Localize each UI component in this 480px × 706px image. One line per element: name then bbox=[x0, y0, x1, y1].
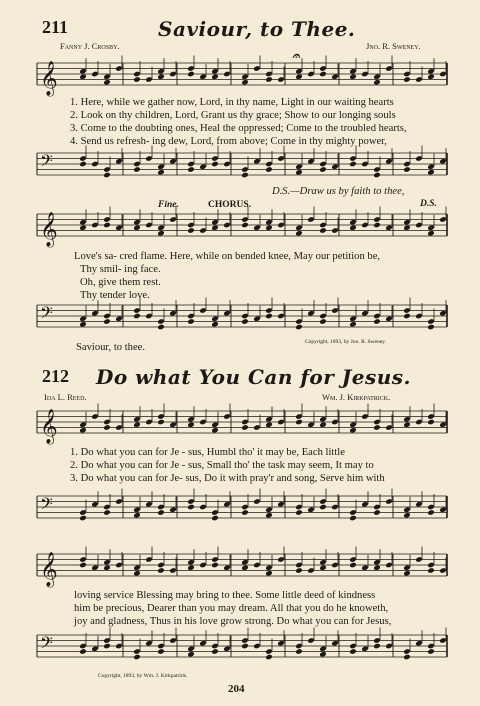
note-head bbox=[427, 648, 435, 655]
note-head bbox=[373, 79, 381, 86]
ds-label: D.S. bbox=[420, 199, 437, 209]
treble-clef-icon: 𝄞 bbox=[40, 552, 58, 587]
note-head bbox=[133, 313, 141, 320]
note-head bbox=[241, 318, 249, 325]
note-head bbox=[295, 73, 303, 80]
note-head bbox=[319, 651, 327, 658]
hymn-212-title: Do what You Can for Jesus. bbox=[96, 365, 411, 389]
note-head bbox=[373, 424, 381, 431]
note-head bbox=[103, 318, 111, 325]
note-head bbox=[295, 567, 303, 574]
note-head bbox=[427, 567, 435, 574]
note-head bbox=[403, 570, 411, 577]
bass-staff-212-1 bbox=[37, 494, 447, 524]
hymn-212-number: 212 bbox=[42, 366, 69, 386]
note-head bbox=[187, 564, 195, 571]
note-head bbox=[265, 654, 273, 661]
note-head bbox=[103, 172, 111, 179]
note-head bbox=[427, 73, 435, 80]
note-head bbox=[133, 76, 141, 83]
treble-staff-212-2 bbox=[37, 552, 447, 587]
note-head bbox=[403, 166, 411, 173]
note-head bbox=[79, 562, 87, 569]
note-head bbox=[403, 224, 411, 231]
note-head bbox=[157, 509, 165, 516]
note-head bbox=[265, 76, 273, 83]
note-head bbox=[211, 648, 219, 655]
note-head bbox=[157, 648, 165, 655]
note-head bbox=[349, 224, 357, 231]
page-number: 204 bbox=[228, 683, 245, 695]
note-head bbox=[241, 222, 249, 229]
note-head bbox=[403, 654, 411, 661]
hymn-211-copyright: Copyright, 1893, by Jno. R. Sweney. bbox=[305, 339, 386, 345]
note-head bbox=[103, 424, 111, 431]
note-head bbox=[295, 648, 303, 655]
note-head bbox=[319, 227, 327, 234]
hymn-211-verse-1: 1. Here, while we gather now, Lord, in thy name, Light in our waiting hearts bbox=[70, 97, 394, 108]
note-head bbox=[373, 318, 381, 325]
hymn-211-chorus-line-1: Love's sa- cred flame. Here, while on bended knee, May our petition be, bbox=[74, 251, 381, 262]
note-head bbox=[103, 509, 111, 516]
note-head bbox=[157, 169, 165, 176]
note-head bbox=[133, 512, 141, 519]
note-head bbox=[403, 313, 411, 320]
note-head bbox=[133, 570, 141, 577]
note-head bbox=[241, 564, 249, 571]
treble-staff-211-2 bbox=[37, 212, 447, 247]
note-head bbox=[403, 76, 411, 83]
note-head bbox=[187, 227, 195, 234]
note-head bbox=[157, 73, 165, 80]
note-head bbox=[211, 562, 219, 569]
hymn-211-verse-3: 3. Come to the doubting ones, Heal the oppressed; Come to the troubled hearts, bbox=[70, 123, 407, 134]
note-head bbox=[373, 509, 381, 516]
note-head bbox=[133, 224, 141, 231]
note-head bbox=[241, 79, 249, 86]
hymn-211-composer: Jno. R. Sweney. bbox=[366, 41, 421, 51]
note-head bbox=[187, 504, 195, 511]
note-head bbox=[349, 73, 357, 80]
note-head bbox=[373, 643, 381, 650]
note-head bbox=[133, 166, 141, 173]
hymn-211-chorus-line-2: Thy smil- ing face. bbox=[80, 264, 161, 275]
treble-clef-icon: 𝄞 bbox=[40, 409, 58, 444]
fine-label: Fine. bbox=[158, 200, 179, 210]
note-head bbox=[349, 321, 357, 328]
note-head bbox=[211, 427, 219, 434]
note-head bbox=[133, 421, 141, 428]
note-head bbox=[265, 313, 273, 320]
note-head bbox=[157, 230, 165, 237]
note-head bbox=[319, 166, 327, 173]
note-head bbox=[349, 515, 357, 522]
treble-clef-icon: 𝄞 bbox=[40, 61, 58, 96]
hymn-211-ds-line: D.S.—Draw us by faith to thee, bbox=[272, 186, 405, 197]
hymn-211-number: 211 bbox=[42, 17, 69, 37]
note-head bbox=[319, 421, 327, 428]
note-head bbox=[349, 562, 357, 569]
treble-clef-icon: 𝄞 bbox=[40, 212, 58, 247]
bass-staff-211-2 bbox=[37, 303, 447, 333]
bass-staff-212-2 bbox=[37, 633, 447, 663]
hymn-212-verse-3: 3. Do what you can for Je- sus, Do it with pray'r and song, Serve him with bbox=[70, 473, 385, 484]
note-head bbox=[241, 424, 249, 431]
note-head bbox=[79, 161, 87, 168]
note-head bbox=[187, 71, 195, 78]
bass-clef-icon: 𝄢 bbox=[40, 493, 53, 518]
bass-clef-icon: 𝄢 bbox=[40, 632, 53, 657]
treble-staff-211-1 bbox=[37, 61, 447, 96]
note-head bbox=[373, 564, 381, 571]
note-head bbox=[295, 324, 303, 331]
note-head bbox=[427, 324, 435, 331]
note-head bbox=[157, 419, 165, 426]
hymn-211-title: Saviour, to Thee. bbox=[158, 17, 356, 41]
note-head bbox=[241, 643, 249, 650]
note-head bbox=[265, 224, 273, 231]
hymn-211-chorus-line-4: Thy tender love. bbox=[80, 290, 150, 301]
note-head bbox=[241, 172, 249, 179]
note-head bbox=[211, 515, 219, 522]
note-head bbox=[103, 222, 111, 229]
note-head bbox=[265, 512, 273, 519]
note-head bbox=[157, 324, 165, 331]
note-head bbox=[187, 166, 195, 173]
note-head bbox=[79, 427, 87, 434]
note-head bbox=[403, 421, 411, 428]
note-head bbox=[79, 648, 87, 655]
note-head bbox=[79, 321, 87, 328]
note-head bbox=[427, 509, 435, 516]
note-head bbox=[79, 73, 87, 80]
note-head bbox=[427, 230, 435, 237]
hymn-211-end-line: Saviour, to thee. bbox=[76, 342, 146, 353]
note-head bbox=[103, 79, 111, 86]
hymn-212-verse-1: 1. Do what you can for Je - sus, Humbl tho' it may be, Each little bbox=[70, 447, 345, 458]
note-head bbox=[187, 651, 195, 658]
note-head bbox=[319, 504, 327, 511]
bass-clef-icon: 𝄢 bbox=[40, 302, 53, 327]
note-head bbox=[427, 169, 435, 176]
note-head bbox=[187, 318, 195, 325]
note-head bbox=[295, 169, 303, 176]
hymn-211-verse-4: 4. Send us refresh- ing dew, Lord, from above; Come in thy mighty power, bbox=[70, 136, 387, 147]
bass-clef-icon: 𝄢 bbox=[40, 150, 53, 175]
fermata-mark: 𝄐 bbox=[292, 48, 300, 63]
note-head bbox=[295, 230, 303, 237]
note-head bbox=[211, 321, 219, 328]
note-head bbox=[295, 419, 303, 426]
hymn-212-second-line-2: him be precious, Dearer than you may dream. All that you do he knoweth, bbox=[74, 603, 389, 614]
note-head bbox=[373, 222, 381, 229]
note-head bbox=[157, 567, 165, 574]
chorus-label: CHORUS. bbox=[208, 200, 252, 210]
treble-staff-212-1 bbox=[37, 409, 447, 444]
note-head bbox=[241, 509, 249, 516]
note-head bbox=[295, 509, 303, 516]
note-head bbox=[265, 166, 273, 173]
hymn-211-author: Fanny J. Crosby. bbox=[60, 41, 120, 51]
hymn-212-copyright: Copyright, 1893, by Wm. J. Kirkpatrick. bbox=[98, 673, 188, 679]
hymn-212-second-line-3: joy and gladness, Thus in his love grow strong. Do what you can for Jesus, bbox=[74, 616, 392, 627]
note-head bbox=[265, 570, 273, 577]
hymn-212-verse-2: 2. Do what you can for Je - sus, Small tho' the task may seem, It may to bbox=[70, 460, 374, 471]
note-head bbox=[373, 172, 381, 179]
note-head bbox=[349, 161, 357, 168]
note-head bbox=[211, 161, 219, 168]
note-head bbox=[211, 73, 219, 80]
note-head bbox=[103, 643, 111, 650]
note-head bbox=[187, 421, 195, 428]
note-head bbox=[349, 648, 357, 655]
note-head bbox=[403, 512, 411, 519]
note-head bbox=[79, 224, 87, 231]
note-head bbox=[319, 71, 327, 78]
hymn-211-verse-2: 2. Look on thy children, Lord, Grant us thy grace; Show to our longing souls bbox=[70, 110, 396, 121]
note-head bbox=[79, 515, 87, 522]
hymn-212-author: Ida L. Reed. bbox=[44, 392, 87, 402]
note-head bbox=[319, 564, 327, 571]
hymn-212-composer: Wm. J. Kirkpatrick. bbox=[322, 392, 391, 402]
note-head bbox=[265, 421, 273, 428]
note-head bbox=[427, 419, 435, 426]
hymn-211-chorus-line-3: Oh, give them rest. bbox=[80, 277, 161, 288]
note-head bbox=[133, 654, 141, 661]
note-head bbox=[319, 318, 327, 325]
note-head bbox=[103, 564, 111, 571]
hymn-212-second-line-1: loving service Blessing may bring to thee. Some little deed of kindness bbox=[74, 590, 376, 601]
bass-staff-211-1 bbox=[37, 151, 447, 181]
note-head bbox=[349, 427, 357, 434]
note-head bbox=[211, 224, 219, 231]
